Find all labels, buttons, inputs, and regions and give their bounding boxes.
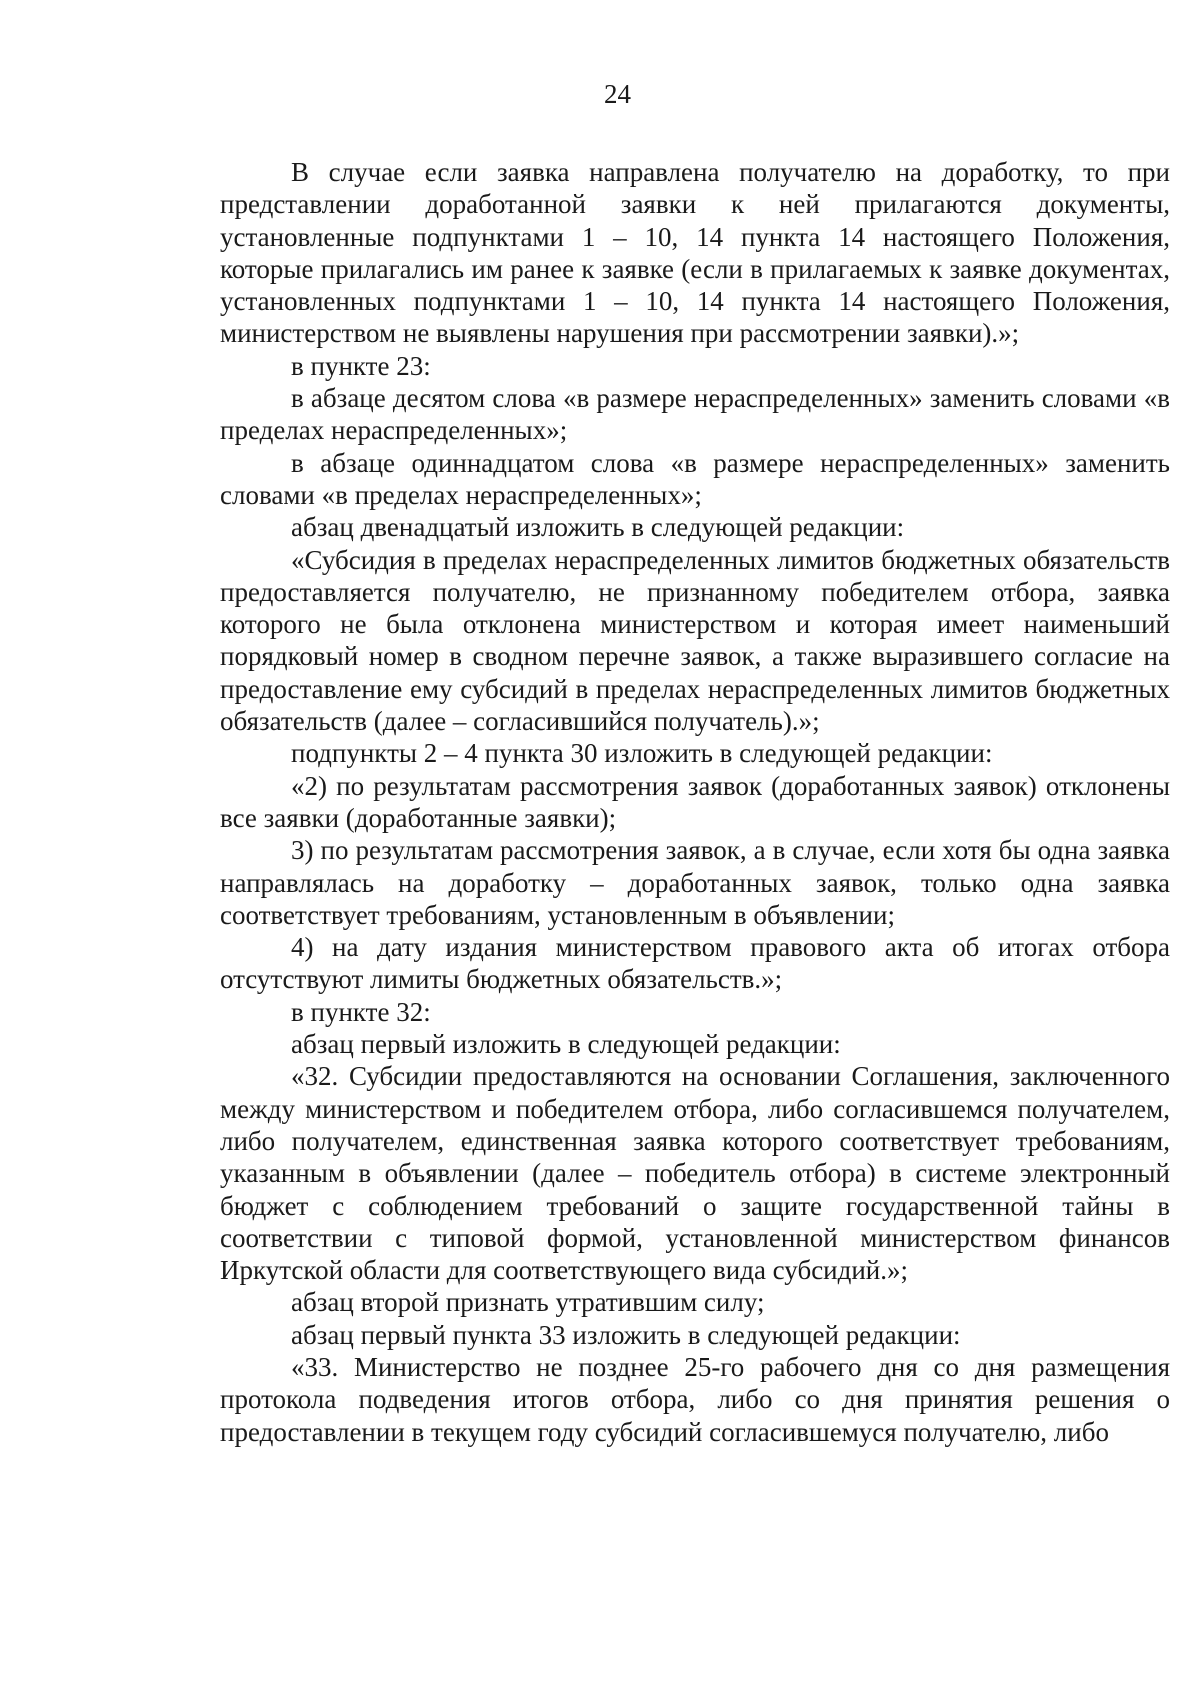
page-number: 24 [604,79,631,109]
paragraph-revision-documents: В случае если заявка направлена получателю на доработку, то при представлении доработанной заявки к ней прилагаются документы, установленные подпунктами 1 – 10, 14 пункта 14 настоящего Положения, которые прилагались им ранее к заявке (если в прилагаемых к заявке документах, установленных подпунктами 1 – 10, 14 пункта 14 настоящего Положения, министерством не выявлены нарушения при рассмотрении заявки).»; [220,157,1170,349]
paragraph-point-32-text: «32. Субсидии предоставляются на основании Соглашения, заключенного между министерством и победителем отбора, либо согласившемся получателем, либо получателем, единственная заявка которого соответствует требованиям, указанным в объявлении (далее – победитель отбора) в системе электронный бюджет с соблюдением требований о защите государственной тайны в соответствии с типовой формой, установленной министерством финансов Иркутской области для соответствующего вида субсидий.»; [220,1061,1170,1286]
paragraph-subpoints-30-intro: подпункты 2 – 4 пункта 30 изложить в следующей редакции: [291,738,993,769]
paragraph-subpoint-4: 4) на дату издания министерством правового акта об итогах отбора отсутствуют лимиты бюджетных обязательств.»; [220,932,1170,995]
paragraph-point-32: в пункте 32: [291,996,431,1027]
paragraph-subsidy-limits: «Субсидия в пределах нераспределенных лимитов бюджетных обязательств предоставляется получателю, не признанному победителем отбора, заявка которого не была отклонена министерством и которая имеет наименьший порядковый номер в сводном перечне заявок, а также выразившего согласие на предоставление ему субсидий в пределах нераспределенных лимитов бюджетных обязательств (далее – согласившийся получатель).»; [220,544,1170,737]
paragraph-point-23: в пункте 23: [291,350,431,381]
paragraph-tenth-abzac: в абзаце десятом слова «в размере нераспределенных» заменить словами «в пределах нераспределенных»; [220,383,1170,446]
paragraph-twelfth-abzac-intro: абзац двенадцатый изложить в следующей редакции: [291,512,905,543]
paragraph-point-33-text: «33. Министерство не позднее 25-го рабочего дня со дня размещения протокола подведения итогов отбора, либо со дня принятия решения о предоставлении в текущем году субсидий согласившемуся получателю, либо [220,1351,1170,1447]
paragraph-eleventh-abzac: в абзаце одиннадцатом слова «в размере нераспределенных» заменить словами «в пределах нераспределенных»; [220,447,1170,510]
document-body [220,156,1170,1448]
paragraph-subpoint-3: 3) по результатам рассмотрения заявок, а в случае, если хотя бы одна заявка направлялась на доработку – доработанных заявок, только одна заявка соответствует требованиям, установленным в объявлении; [220,835,1170,930]
paragraph-first-abzac-intro: абзац первый изложить в следующей редакции: [291,1029,841,1060]
paragraph-subpoint-2: «2) по результатам рассмотрения заявок (доработанных заявок) отклонены все заявки (доработанные заявки); [220,770,1170,833]
paragraph-point-33-intro: абзац первый пункта 33 изложить в следующей редакции: [291,1319,961,1350]
paragraph-second-abzac-void: абзац второй признать утратившим силу; [291,1287,765,1318]
